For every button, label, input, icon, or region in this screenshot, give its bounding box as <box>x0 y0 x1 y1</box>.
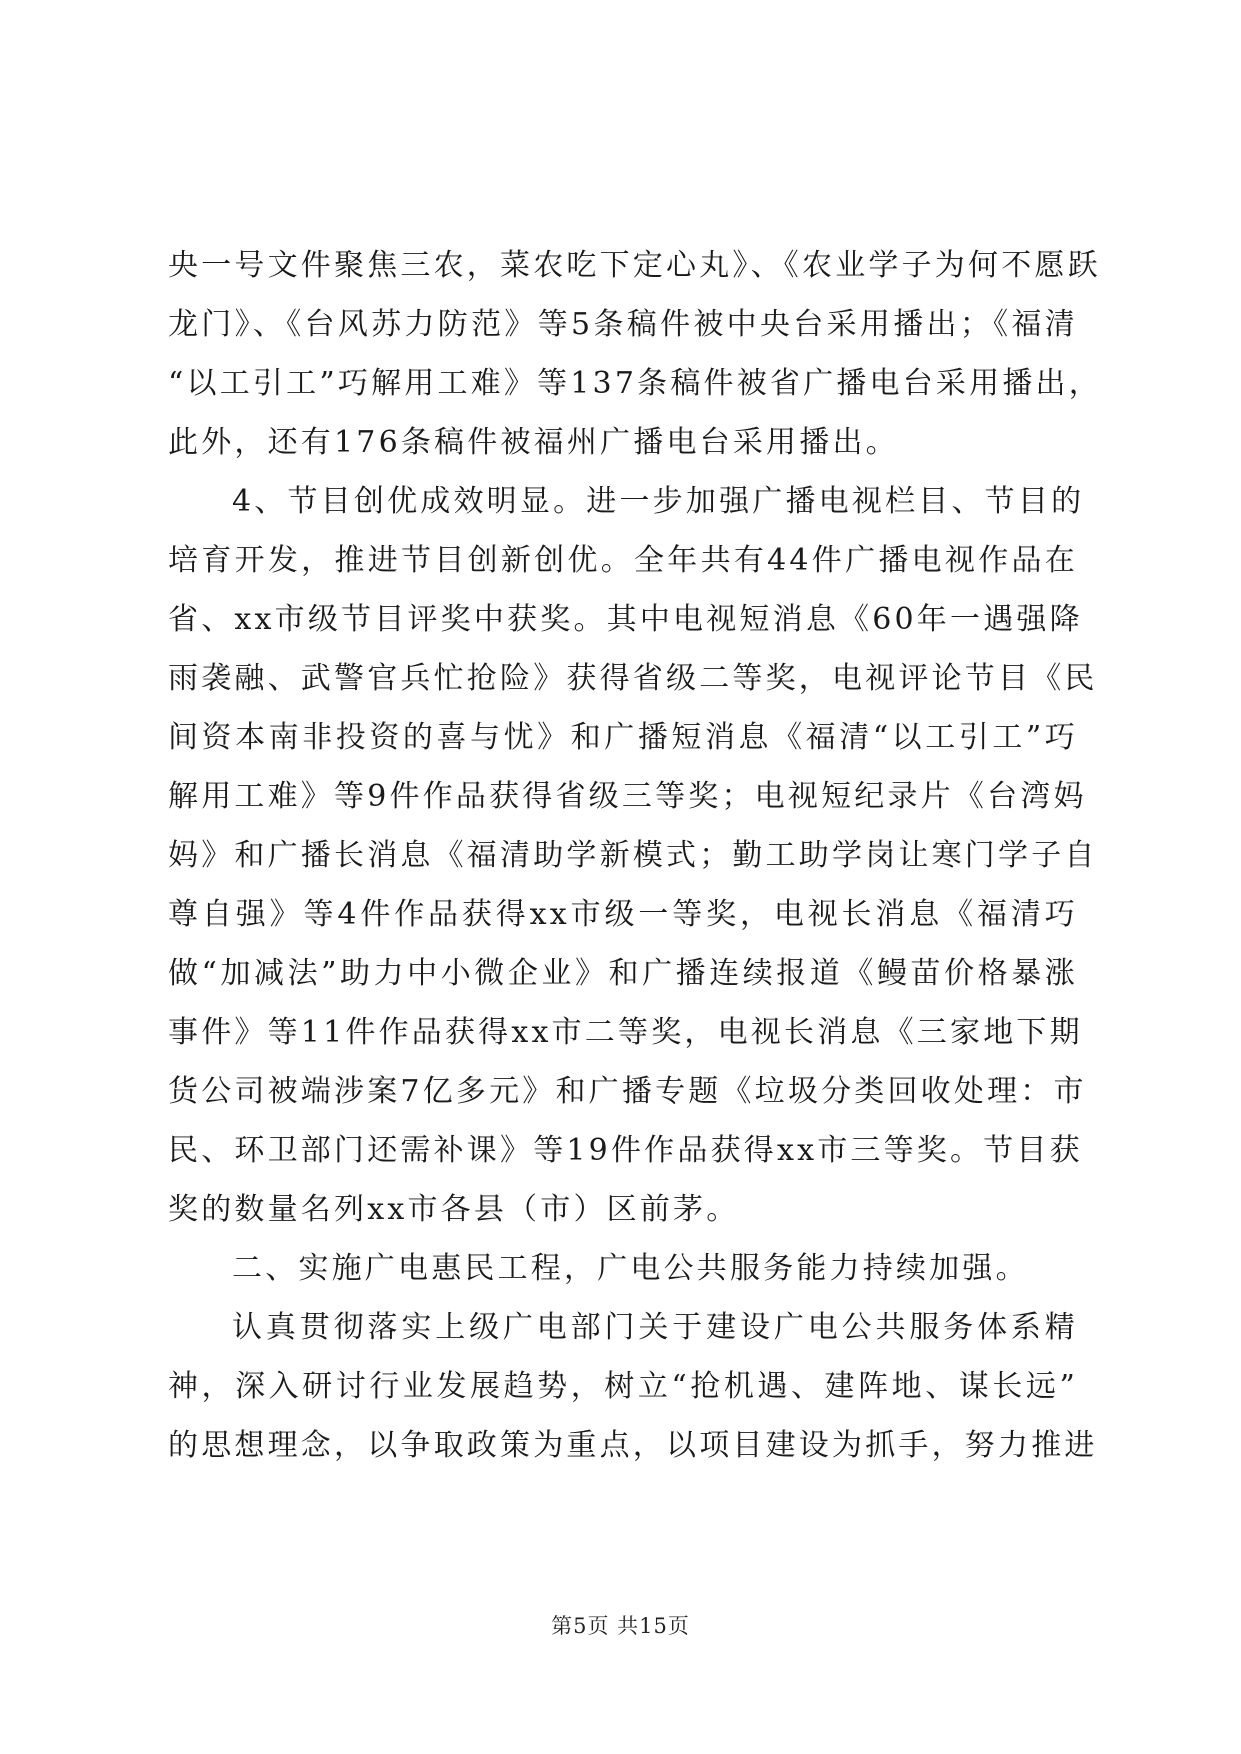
text-line: 货公司被端涉案7亿多元》和广播专题《垃圾分类回收处理：市 <box>168 1074 1087 1109</box>
text-line: 培育开发，推进节目创新创优。全年共有44件广播电视作品在 <box>168 543 1078 578</box>
text-line: 认真贯彻落实上级广电部门关于建设广电公共服务体系精 <box>232 1310 1078 1345</box>
text-line: 妈》和广播长消息《福清助学新模式；勤工助学岗让寒门学子自 <box>168 838 1098 873</box>
section-heading: 二、实施广电惠民工程，广电公共服务能力持续加强。 <box>232 1251 1029 1286</box>
body-text <box>168 236 1102 1475</box>
text-line: 的思想理念，以争取政策为重点，以项目建设为抓手，努力推进 <box>168 1428 1098 1463</box>
text-line: 间资本南非投资的喜与忧》和广播短消息《福清“以工引工”巧 <box>168 720 1078 755</box>
text-line: 解用工难》等9件作品获得省级三等奖；电视短纪录片《台湾妈 <box>168 779 1087 814</box>
text-line: 此外，还有176条稿件被福州广播电台采用播出。 <box>168 425 899 460</box>
text-line: “以工引工”巧解用工难》等137条稿件被省广播电台采用播出， <box>168 366 1102 401</box>
text-line: 做“加减法”助力中小微企业》和广播连续报道《鳗苗价格暴涨 <box>168 956 1078 991</box>
text-line: 央一号文件聚焦三农，菜农吃下定心丸》、《农业学子为何不愿跃 <box>168 248 1101 283</box>
text-line: 雨袭融、武警官兵忙抢险》获得省级二等奖，电视评论节目《民 <box>168 661 1098 696</box>
text-line: 奖的数量名列xx市各县（市）区前茅。 <box>168 1192 740 1227</box>
text-line: 省、xx市级节目评奖中获奖。其中电视短消息《60年一遇强降 <box>168 602 1083 637</box>
text-line: 民、环卫部门还需补课》等19件作品获得xx市三等奖。节目获 <box>168 1133 1083 1168</box>
paragraph-heading-line: 4、节目创优成效明显。进一步加强广播电视栏目、节目的 <box>232 484 1085 519</box>
text-line: 事件》等11件作品获得xx市二等奖，电视长消息《三家地下期 <box>168 1015 1083 1050</box>
text-line: 尊自强》等4件作品获得xx市级一等奖，电视长消息《福清巧 <box>168 897 1078 932</box>
text-line: 神，深入研讨行业发展趋势，树立“抢机遇、建阵地、谋长远” <box>168 1369 1078 1404</box>
page-number-footer: 第5页 共15页 <box>551 1614 690 1638</box>
text-line: 龙门》、《台风苏力防范》等5条稿件被中央台采用播出；《福清 <box>168 307 1078 342</box>
